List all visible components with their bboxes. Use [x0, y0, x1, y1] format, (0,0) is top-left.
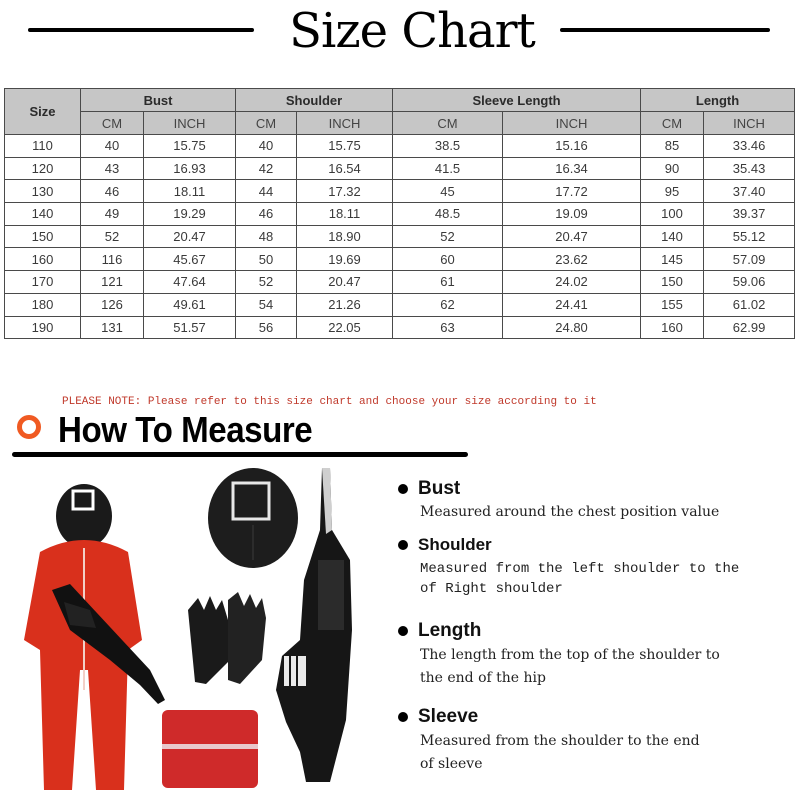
- measure-item-length: [398, 620, 798, 690]
- shoulder-header: Shoulder: [236, 89, 393, 112]
- measure-description-line: of sleeve: [420, 756, 483, 772]
- table-row: [5, 180, 795, 203]
- measurement-cell: 49: [81, 203, 144, 226]
- measurement-cell: 35.43: [704, 157, 795, 180]
- measurement-cell: 42: [236, 157, 297, 180]
- size-cell: 170: [5, 271, 81, 294]
- measurement-cell: 47.64: [144, 271, 236, 294]
- measurement-cell: 20.47: [503, 225, 641, 248]
- measure-label: Sleeve: [418, 706, 479, 727]
- table-row: [5, 248, 795, 271]
- measurement-cell: 50: [236, 248, 297, 271]
- measurement-cell: 51.57: [144, 316, 236, 339]
- unit-header: INCH: [297, 112, 393, 135]
- measurement-cell: 22.05: [297, 316, 393, 339]
- bullet-icon: [398, 484, 408, 494]
- measurement-cell: 140: [641, 225, 704, 248]
- measurement-cell: 160: [641, 316, 704, 339]
- title-rule-left: [28, 28, 254, 32]
- folded-jumpsuit: [162, 710, 258, 788]
- measurement-cell: 57.09: [704, 248, 795, 271]
- table-row: [5, 203, 795, 226]
- measurement-cell: 56: [236, 316, 297, 339]
- measure-label: Shoulder: [418, 535, 492, 554]
- measurement-cell: 45.67: [144, 248, 236, 271]
- size-chart-table: [4, 88, 795, 339]
- measurement-cell: 90: [641, 157, 704, 180]
- size-cell: 160: [5, 248, 81, 271]
- measurement-cell: 18.90: [297, 225, 393, 248]
- measurement-cell: 95: [641, 180, 704, 203]
- measurement-cell: 55.12: [704, 225, 795, 248]
- measurement-cell: 45: [393, 180, 503, 203]
- measure-description-line: Measured from the left shoulder to the: [420, 561, 740, 577]
- measurement-cell: 59.06: [704, 271, 795, 294]
- table-row: [5, 225, 795, 248]
- measurement-cell: 16.93: [144, 157, 236, 180]
- measurement-cell: 16.34: [503, 157, 641, 180]
- measurement-cell: 52: [393, 225, 503, 248]
- size-cell: 130: [5, 180, 81, 203]
- measurement-cell: 15.75: [297, 135, 393, 158]
- measurement-cell: 16.54: [297, 157, 393, 180]
- title-rule-right: [560, 28, 770, 32]
- measurement-cell: 49.61: [144, 293, 236, 316]
- measurement-cell: 15.16: [503, 135, 641, 158]
- unit-header: INCH: [144, 112, 236, 135]
- measurement-cell: 17.32: [297, 180, 393, 203]
- section-rule: [12, 452, 468, 457]
- measure-item-shoulder: [398, 535, 798, 599]
- measurement-cell: 21.26: [297, 293, 393, 316]
- table-row: [5, 293, 795, 316]
- measure-description-line: The length from the top of the shoulder to: [420, 647, 720, 663]
- how-to-measure-title: How To Measure: [58, 409, 313, 450]
- measurement-cell: 20.47: [144, 225, 236, 248]
- bullet-icon: [398, 540, 408, 550]
- measurement-cell: 41.5: [393, 157, 503, 180]
- product-image: [0, 460, 390, 800]
- size-cell: 120: [5, 157, 81, 180]
- unit-header: INCH: [704, 112, 795, 135]
- measurement-cell: 63: [393, 316, 503, 339]
- measurement-cell: 150: [641, 271, 704, 294]
- unit-header: CM: [393, 112, 503, 135]
- measurement-cell: 18.11: [144, 180, 236, 203]
- measurement-cell: 39.37: [704, 203, 795, 226]
- measurement-cell: 54: [236, 293, 297, 316]
- measurement-cell: 44: [236, 180, 297, 203]
- measurement-cell: 18.11: [297, 203, 393, 226]
- measurement-cell: 48: [236, 225, 297, 248]
- measure-item-bust: [398, 478, 798, 523]
- length-header: Length: [641, 89, 795, 112]
- measurement-cell: 46: [81, 180, 144, 203]
- size-cell: 190: [5, 316, 81, 339]
- measurement-cell: 19.09: [503, 203, 641, 226]
- measure-description-line: Measured from the shoulder to the end: [420, 733, 700, 749]
- black-gloves: [188, 592, 266, 684]
- measurement-cell: 155: [641, 293, 704, 316]
- measurement-cell: 100: [641, 203, 704, 226]
- size-cell: 150: [5, 225, 81, 248]
- table-row: [5, 271, 795, 294]
- measurement-cell: 38.5: [393, 135, 503, 158]
- measurement-cell: 61: [393, 271, 503, 294]
- sleeve-length-header: Sleeve Length: [393, 89, 641, 112]
- measurement-cell: 24.02: [503, 271, 641, 294]
- page-title: Size Chart: [289, 3, 535, 59]
- bust-header: Bust: [81, 89, 236, 112]
- measurement-cell: 61.02: [704, 293, 795, 316]
- size-cell: 140: [5, 203, 81, 226]
- unit-header: CM: [236, 112, 297, 135]
- measurement-cell: 52: [236, 271, 297, 294]
- red-jumpsuit-figure: [24, 484, 165, 790]
- measurement-cell: 121: [81, 271, 144, 294]
- measure-description-line: the end of the hip: [420, 670, 546, 686]
- size-chart-header: [0, 0, 800, 70]
- measurement-cell: 24.41: [503, 293, 641, 316]
- measurement-cell: 52: [81, 225, 144, 248]
- size-cell: 180: [5, 293, 81, 316]
- measure-description: Measured around the chest position value: [420, 504, 720, 520]
- measurement-cell: 62: [393, 293, 503, 316]
- measure-label: Length: [418, 620, 482, 641]
- measurement-cell: 24.80: [503, 316, 641, 339]
- unit-header: INCH: [503, 112, 641, 135]
- size-cell: 110: [5, 135, 81, 158]
- measure-item-sleeve: [398, 706, 798, 776]
- unit-header: CM: [81, 112, 144, 135]
- measurement-cell: 19.69: [297, 248, 393, 271]
- measurement-cell: 43: [81, 157, 144, 180]
- measure-label: Bust: [418, 478, 461, 499]
- measurement-cell: 145: [641, 248, 704, 271]
- measurement-cell: 40: [81, 135, 144, 158]
- measurement-cell: 62.99: [704, 316, 795, 339]
- square-mask: [208, 468, 298, 568]
- measurement-cell: 33.46: [704, 135, 795, 158]
- measurement-cell: 20.47: [297, 271, 393, 294]
- bullet-icon: [398, 712, 408, 722]
- table-row: [5, 157, 795, 180]
- table-row: [5, 316, 795, 339]
- measurement-cell: 23.62: [503, 248, 641, 271]
- measurement-cell: 60: [393, 248, 503, 271]
- orange-ring-icon: [17, 415, 41, 439]
- table-row: [5, 135, 795, 158]
- measurement-cell: 15.75: [144, 135, 236, 158]
- measurement-cell: 116: [81, 248, 144, 271]
- unit-header: CM: [641, 112, 704, 135]
- size-column-header: Size: [5, 89, 81, 135]
- measure-description-line: of Right shoulder: [420, 581, 563, 597]
- measurement-cell: 126: [81, 293, 144, 316]
- bullet-icon: [398, 626, 408, 636]
- measurement-cell: 85: [641, 135, 704, 158]
- measurement-cell: 48.5: [393, 203, 503, 226]
- please-note-text: PLEASE NOTE: Please refer to this size chart and choose your size according to it: [62, 396, 597, 408]
- measurement-cell: 17.72: [503, 180, 641, 203]
- measurement-cell: 40: [236, 135, 297, 158]
- measurement-cell: 37.40: [704, 180, 795, 203]
- measurement-cell: 19.29: [144, 203, 236, 226]
- measurement-cell: 46: [236, 203, 297, 226]
- measurement-cell: 131: [81, 316, 144, 339]
